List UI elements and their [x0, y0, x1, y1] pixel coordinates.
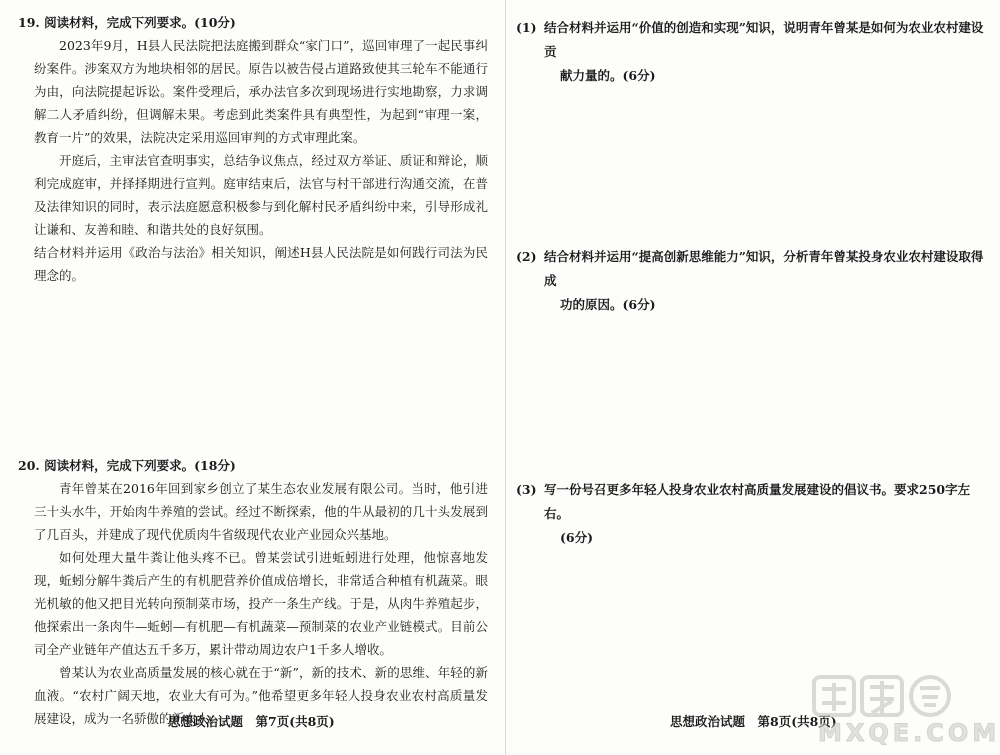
sub-question-text: 结合材料并运用“价值的创造和实现”知识，说明青年曾某是如何为农业农村建设贡: [544, 20, 984, 59]
sub-question-1: [516, 16, 993, 88]
sub-question-label: (1): [516, 20, 537, 35]
sub-question-text: 结合材料并运用“提高创新思维能力”知识，分析青年曾某投身农业农村建设取得成: [544, 249, 984, 288]
sub-question-text: (6分): [560, 530, 594, 545]
question-19: [18, 12, 488, 287]
question-19-paragraph: 开庭后，主审法官查明事实，总结争议焦点，经过双方举证、质证和辩论，顺利完成庭审，并择择期进行宣判。庭审结束后，法官与村干部进行沟通交流，在普及法律知识的同时，表示法庭愿意积极参与到化解村民矛盾纠纷中来，引导形成礼让谦和、友善和睦、和谐共处的良好氛围。: [34, 153, 488, 237]
question-20: [18, 455, 488, 730]
question-20-paragraph: 曾某认为农业高质量发展的核心就在于“新”，新的技术、新的思维、年轻的新血液。“农村广阔天地，农业大有可为。”他希望更多年轻人投身农业农村高质量发展建设，成为一名骄傲的新农人。: [34, 665, 488, 726]
question-20-paragraph: 青年曾某在2016年回到家乡创立了某生态农业发展有限公司。当时，他引进三十头水牛，开始肉牛养殖的尝试。经过不断探索，他的牛从最初的几十头发展到了几百头，并建成了现代优质肉牛省级现代农业产业园众兴基地。: [34, 481, 488, 542]
page-footer: 思想政治试题 第8页(共8页): [670, 714, 837, 729]
sub-question-label: (2): [516, 249, 537, 264]
question-19-paragraph: 2023年9月，H县人民法院把法庭搬到群众“家门口”，巡回审理了一起民事纠纷案件。涉案双方为地块相邻的居民。原告以被告侵占道路致使其三轮车不能通行为由，向法院提起诉讼。案件受理后，承办法官多次到现场进行实地勘察，力求调解二人矛盾纠纷，但调解未果。考虑到此类案件具有典型性，为起到“审理一案，教育一片”的效果，法院决定采用巡回审判的方式审理此案。: [34, 38, 488, 145]
page-footer: 思想政治试题 第7页(共8页): [168, 714, 335, 729]
sub-question-2: [516, 245, 993, 317]
question-20-paragraph: 如何处理大量牛粪让他头疼不已。曾某尝试引进蚯蚓进行处理，他惊喜地发现，蚯蚓分解牛粪后产生的有机肥营养价值成倍增长，非常适合种植有机蔬菜。眼光机敏的他又把目光转向预制菜市场，投产一条生产线。于是，从肉牛养殖起步，他探索出一条肉牛—蚯蚓—有机肥—有机蔬菜—预制菜的农业产业链模式。目前公司全产业链年产值达五千多万，累计带动周边农户1千多人增收。: [34, 550, 488, 657]
sub-question-label: (3): [516, 482, 537, 497]
question-19-heading: 19. 阅读材料，完成下列要求。(10分): [18, 15, 236, 30]
exam-page-8: [510, 0, 1000, 755]
sub-question-text: 功的原因。(6分): [560, 297, 656, 312]
sub-question-3: [516, 478, 993, 550]
sub-question-text: 写一份号召更多年轻人投身农业农村高质量发展建设的倡议书。要求250字左右。: [544, 482, 971, 521]
sub-question-text: 献力量的。(6分): [560, 68, 656, 83]
page-divider: [505, 0, 506, 755]
question-20-heading: 20. 阅读材料，完成下列要求。(18分): [18, 458, 236, 473]
watermark-url: MXQE.COM: [818, 719, 1000, 747]
question-19-task: 结合材料并运用《政治与法治》相关知识，阐述H县人民法院是如何践行司法为民理念的。: [34, 245, 488, 283]
